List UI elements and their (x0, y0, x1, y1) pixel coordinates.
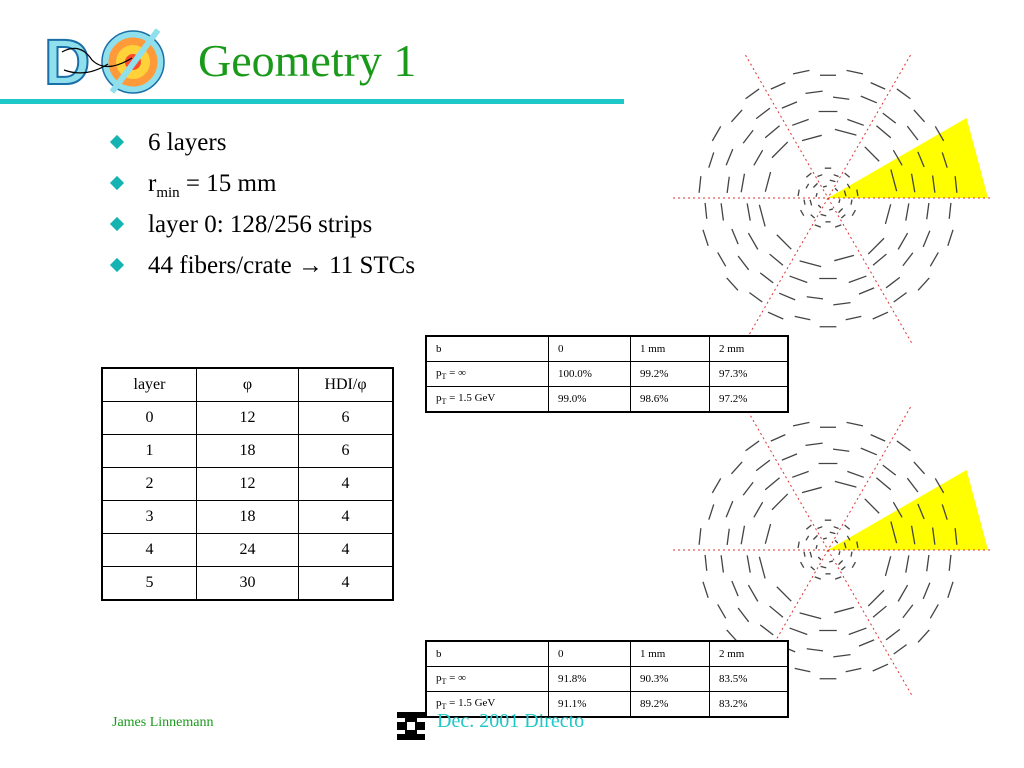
strip-segment (765, 478, 779, 490)
strip-segment (930, 252, 938, 266)
strip-segment (712, 126, 720, 140)
table-header-row: b 0 1 mm 2 mm (426, 336, 788, 362)
bullet-item: $r_{min} = 15$ mm (112, 165, 415, 206)
phi-sector (828, 470, 988, 550)
strip-segment (847, 119, 863, 125)
table-row: 2 12 4 (102, 468, 393, 501)
strip-segment (705, 203, 707, 219)
strip-segment (749, 293, 762, 302)
strip-segment (699, 528, 701, 545)
strip-segment (829, 209, 833, 210)
arrow-right-icon: → (297, 252, 323, 279)
strip-segment (746, 89, 760, 99)
strip-segment (883, 465, 896, 475)
strip-segment (849, 628, 867, 634)
strip-segment (727, 529, 729, 545)
strip-segment (861, 448, 877, 455)
strip-segment (839, 209, 843, 213)
bullet-diamond-icon (110, 176, 124, 190)
title-underline (0, 99, 624, 104)
strip-segment (748, 585, 757, 601)
strip-segment (801, 562, 804, 568)
strip-segment (833, 97, 849, 99)
table-row: 1 18 6 (102, 435, 393, 468)
strip-segment (793, 70, 809, 73)
footer-date: Dec. 2001 Directo (437, 710, 585, 732)
strip-segment (743, 130, 753, 143)
strip-segment (721, 203, 723, 220)
strip-segment (897, 441, 911, 451)
table-row: $p_T = 1.5$ GeV 91.1% 89.2% 83.2% (426, 692, 788, 718)
strip-segment (805, 443, 822, 445)
strip-segment (834, 175, 839, 177)
strip-segment (705, 555, 707, 571)
strip-segment (847, 70, 863, 73)
strip-segment (756, 460, 770, 471)
strip-segment (871, 435, 886, 441)
strip-segment (894, 293, 907, 302)
strip-segment (898, 233, 907, 249)
table-row: $p_T$ = ∞ 100.0% 99.2% 97.3% (426, 362, 788, 387)
strip-segment (918, 278, 929, 290)
strip-segment (833, 449, 849, 451)
strip-segment (806, 525, 811, 529)
bullet-item: 6 layers (112, 124, 415, 165)
strip-segment (835, 129, 857, 135)
strip-segment (865, 147, 879, 161)
strip-segment (801, 210, 804, 216)
strip-segment (830, 532, 836, 534)
strip-segment (795, 316, 811, 319)
strip-segment (816, 545, 817, 549)
strip-segment (823, 186, 827, 187)
column-header: φ (197, 368, 299, 402)
strip-segment (841, 215, 845, 218)
strip-segment (845, 525, 850, 529)
strip-segment (747, 203, 750, 220)
strip-segment (811, 567, 815, 570)
strip-segment (833, 655, 850, 657)
strip-segment (894, 645, 907, 654)
strip-segment (829, 561, 833, 562)
strip-segment (765, 524, 770, 544)
strip-segment (718, 252, 726, 266)
strip-segment (847, 471, 863, 477)
strip-segment (861, 96, 877, 103)
strip-segment (813, 183, 817, 187)
strip-segment (800, 613, 822, 619)
table-row: 4 24 4 (102, 534, 393, 567)
strip-segment (876, 126, 890, 138)
strip-segment (798, 190, 799, 196)
strip-segment (914, 110, 925, 122)
strip-segment (699, 176, 701, 193)
strip-segment (834, 527, 839, 529)
strip-segment (807, 297, 823, 299)
strip-segment (841, 567, 845, 570)
bullet-diamond-icon (110, 135, 124, 149)
strip-segment (918, 630, 929, 642)
strip-segment (748, 233, 757, 249)
strip-segment (898, 585, 907, 601)
strip-segment (823, 538, 827, 539)
strip-segment (772, 494, 788, 510)
strip-segment (746, 441, 760, 451)
strip-segment (795, 668, 811, 671)
strip-segment (897, 89, 911, 99)
strip-segment (865, 499, 879, 513)
strip-segment (765, 126, 779, 138)
strip-segment (927, 203, 929, 219)
strip-segment (726, 149, 733, 165)
strip-segment (948, 230, 953, 246)
bullet-item: 44 fibers/crate → 11 STCs (112, 247, 415, 288)
strip-segment (907, 478, 918, 492)
strip-segment (839, 199, 840, 203)
strip-segment (835, 540, 838, 543)
strip-segment (772, 142, 788, 158)
strip-segment (821, 214, 827, 216)
strip-segment (760, 273, 773, 283)
strip-segment (886, 277, 900, 288)
strip-segment (903, 605, 913, 618)
strip-segment (845, 173, 850, 177)
strip-segment (782, 102, 797, 108)
strip-segment (885, 204, 890, 224)
strip-segment (859, 640, 874, 646)
strip-segment (813, 535, 817, 539)
table-row: 0 12 6 (102, 402, 393, 435)
strip-segment (873, 664, 888, 671)
strip-segment (741, 174, 744, 193)
strip-segment (923, 231, 930, 247)
strip-segment (806, 536, 809, 540)
guide-line (743, 55, 913, 345)
strip-segment (771, 83, 786, 89)
strip-segment (873, 606, 886, 617)
strip-segment (738, 608, 749, 622)
strip-segment (802, 135, 822, 140)
efficiency-table (425, 640, 789, 718)
strip-segment (817, 527, 822, 529)
strip-segment (747, 555, 750, 572)
strip-segment (754, 502, 763, 517)
strip-segment (873, 312, 888, 319)
layer-table (101, 367, 394, 601)
strip-segment (914, 462, 925, 474)
bullet-diamond-icon (110, 258, 124, 272)
bullet-item: layer 0: 128/256 strips (112, 206, 415, 247)
strip-segment (790, 276, 808, 282)
strip-segment (815, 577, 821, 579)
strip-segment (873, 254, 886, 265)
strip-segment (732, 229, 738, 244)
strip-segment (804, 200, 805, 205)
strip-segment (903, 253, 913, 266)
strip-segment (846, 316, 862, 319)
strip-segment (754, 150, 763, 165)
strip-segment (805, 91, 822, 93)
strip-segment (712, 478, 720, 492)
strip-segment (907, 126, 918, 140)
strip-segment (770, 254, 783, 265)
strip-segment (871, 83, 886, 89)
strip-segment (830, 180, 836, 182)
strip-segment (834, 607, 854, 612)
table-row: 3 18 4 (102, 501, 393, 534)
strip-segment (835, 481, 857, 487)
column-header: HDI/φ (299, 368, 394, 402)
strip-segment (732, 581, 738, 596)
strip-segment (807, 649, 823, 651)
slide-title: Geometry 1 (198, 35, 417, 86)
strip-segment (835, 577, 841, 579)
strip-segment (756, 108, 770, 119)
strip-segment (703, 230, 708, 246)
column-header: layer (102, 368, 197, 402)
strip-segment (815, 225, 821, 227)
strip-segment (741, 526, 744, 545)
strip-segment (802, 487, 822, 492)
strip-segment (846, 668, 862, 671)
fermilab-logo-icon (393, 708, 429, 744)
efficiency-table (425, 335, 789, 413)
strip-segment (770, 606, 783, 617)
strip-segment (726, 501, 733, 517)
strip-segment (876, 478, 890, 490)
strip-segment (768, 312, 783, 319)
strip-segment (923, 583, 930, 599)
strip-segment (834, 255, 854, 260)
strip-segment (709, 504, 714, 519)
strip-segment (906, 203, 909, 220)
table-header-row: b 0 1 mm 2 mm (426, 641, 788, 667)
strip-segment (760, 625, 773, 635)
strip-segment (849, 276, 867, 282)
footer-author: James Linnemann (112, 715, 214, 730)
strip-segment (727, 278, 738, 290)
strip-segment (816, 193, 817, 197)
table-row: $p_T$ = ∞ 91.8% 90.3% 83.5% (426, 667, 788, 692)
strip-segment (906, 555, 909, 572)
strip-segment (806, 184, 809, 188)
strip-segment (800, 261, 822, 267)
strip-segment (709, 152, 714, 167)
strip-segment (930, 604, 938, 618)
strip-segment (777, 587, 791, 601)
strip-segment (792, 471, 808, 477)
table-row: 5 30 4 (102, 567, 393, 601)
strip-segment (721, 555, 723, 572)
strip-segment (771, 435, 786, 441)
strip-segment (886, 629, 900, 640)
strip-segment (759, 205, 765, 227)
strip-segment (779, 293, 795, 300)
table-header-row (102, 368, 393, 402)
strip-segment (868, 238, 884, 254)
strip-segment (852, 562, 855, 568)
strip-segment (949, 555, 951, 571)
detector-geometry-diagram (672, 55, 992, 345)
strip-segment (817, 175, 822, 177)
strip-segment (948, 582, 953, 598)
strip-segment (818, 205, 821, 208)
strip-segment (738, 256, 749, 270)
strip-segment (792, 119, 808, 125)
strip-segment (810, 200, 812, 206)
strip-segment (883, 113, 896, 123)
strip-segment (765, 172, 770, 192)
strip-segment (949, 203, 951, 219)
strip-segment (731, 110, 742, 122)
bullet-list (112, 124, 415, 288)
d0-logo (40, 22, 170, 102)
strip-segment (759, 557, 765, 579)
strip-segment (782, 454, 797, 460)
strip-segment (852, 210, 855, 216)
strip-segment (798, 542, 799, 548)
strip-segment (885, 556, 890, 576)
phi-sector (828, 118, 988, 198)
bullet-diamond-icon (110, 217, 124, 231)
strip-segment (821, 566, 827, 568)
strip-segment (718, 604, 726, 618)
strip-segment (703, 582, 708, 598)
strip-segment (811, 215, 815, 218)
strip-segment (806, 173, 811, 177)
strip-segment (804, 552, 805, 557)
strip-segment (793, 422, 809, 425)
strip-segment (839, 561, 843, 565)
strip-segment (727, 177, 729, 193)
guide-line (743, 55, 913, 345)
strip-segment (835, 225, 841, 227)
strip-segment (868, 590, 884, 606)
table-row: $p_T = 1.5$ GeV 99.0% 98.6% 97.2% (426, 387, 788, 413)
strip-segment (833, 303, 850, 305)
strip-segment (851, 200, 852, 205)
svg-text:D: D (44, 26, 91, 98)
strip-segment (851, 552, 852, 557)
strip-segment (790, 628, 808, 634)
strip-segment (810, 552, 812, 558)
strip-segment (847, 422, 863, 425)
strip-segment (777, 235, 791, 249)
strip-segment (818, 557, 821, 560)
strip-segment (927, 555, 929, 571)
strip-segment (859, 288, 874, 294)
strip-segment (839, 551, 840, 555)
strip-segment (835, 188, 838, 191)
strip-segment (743, 482, 753, 495)
strip-segment (731, 462, 742, 474)
